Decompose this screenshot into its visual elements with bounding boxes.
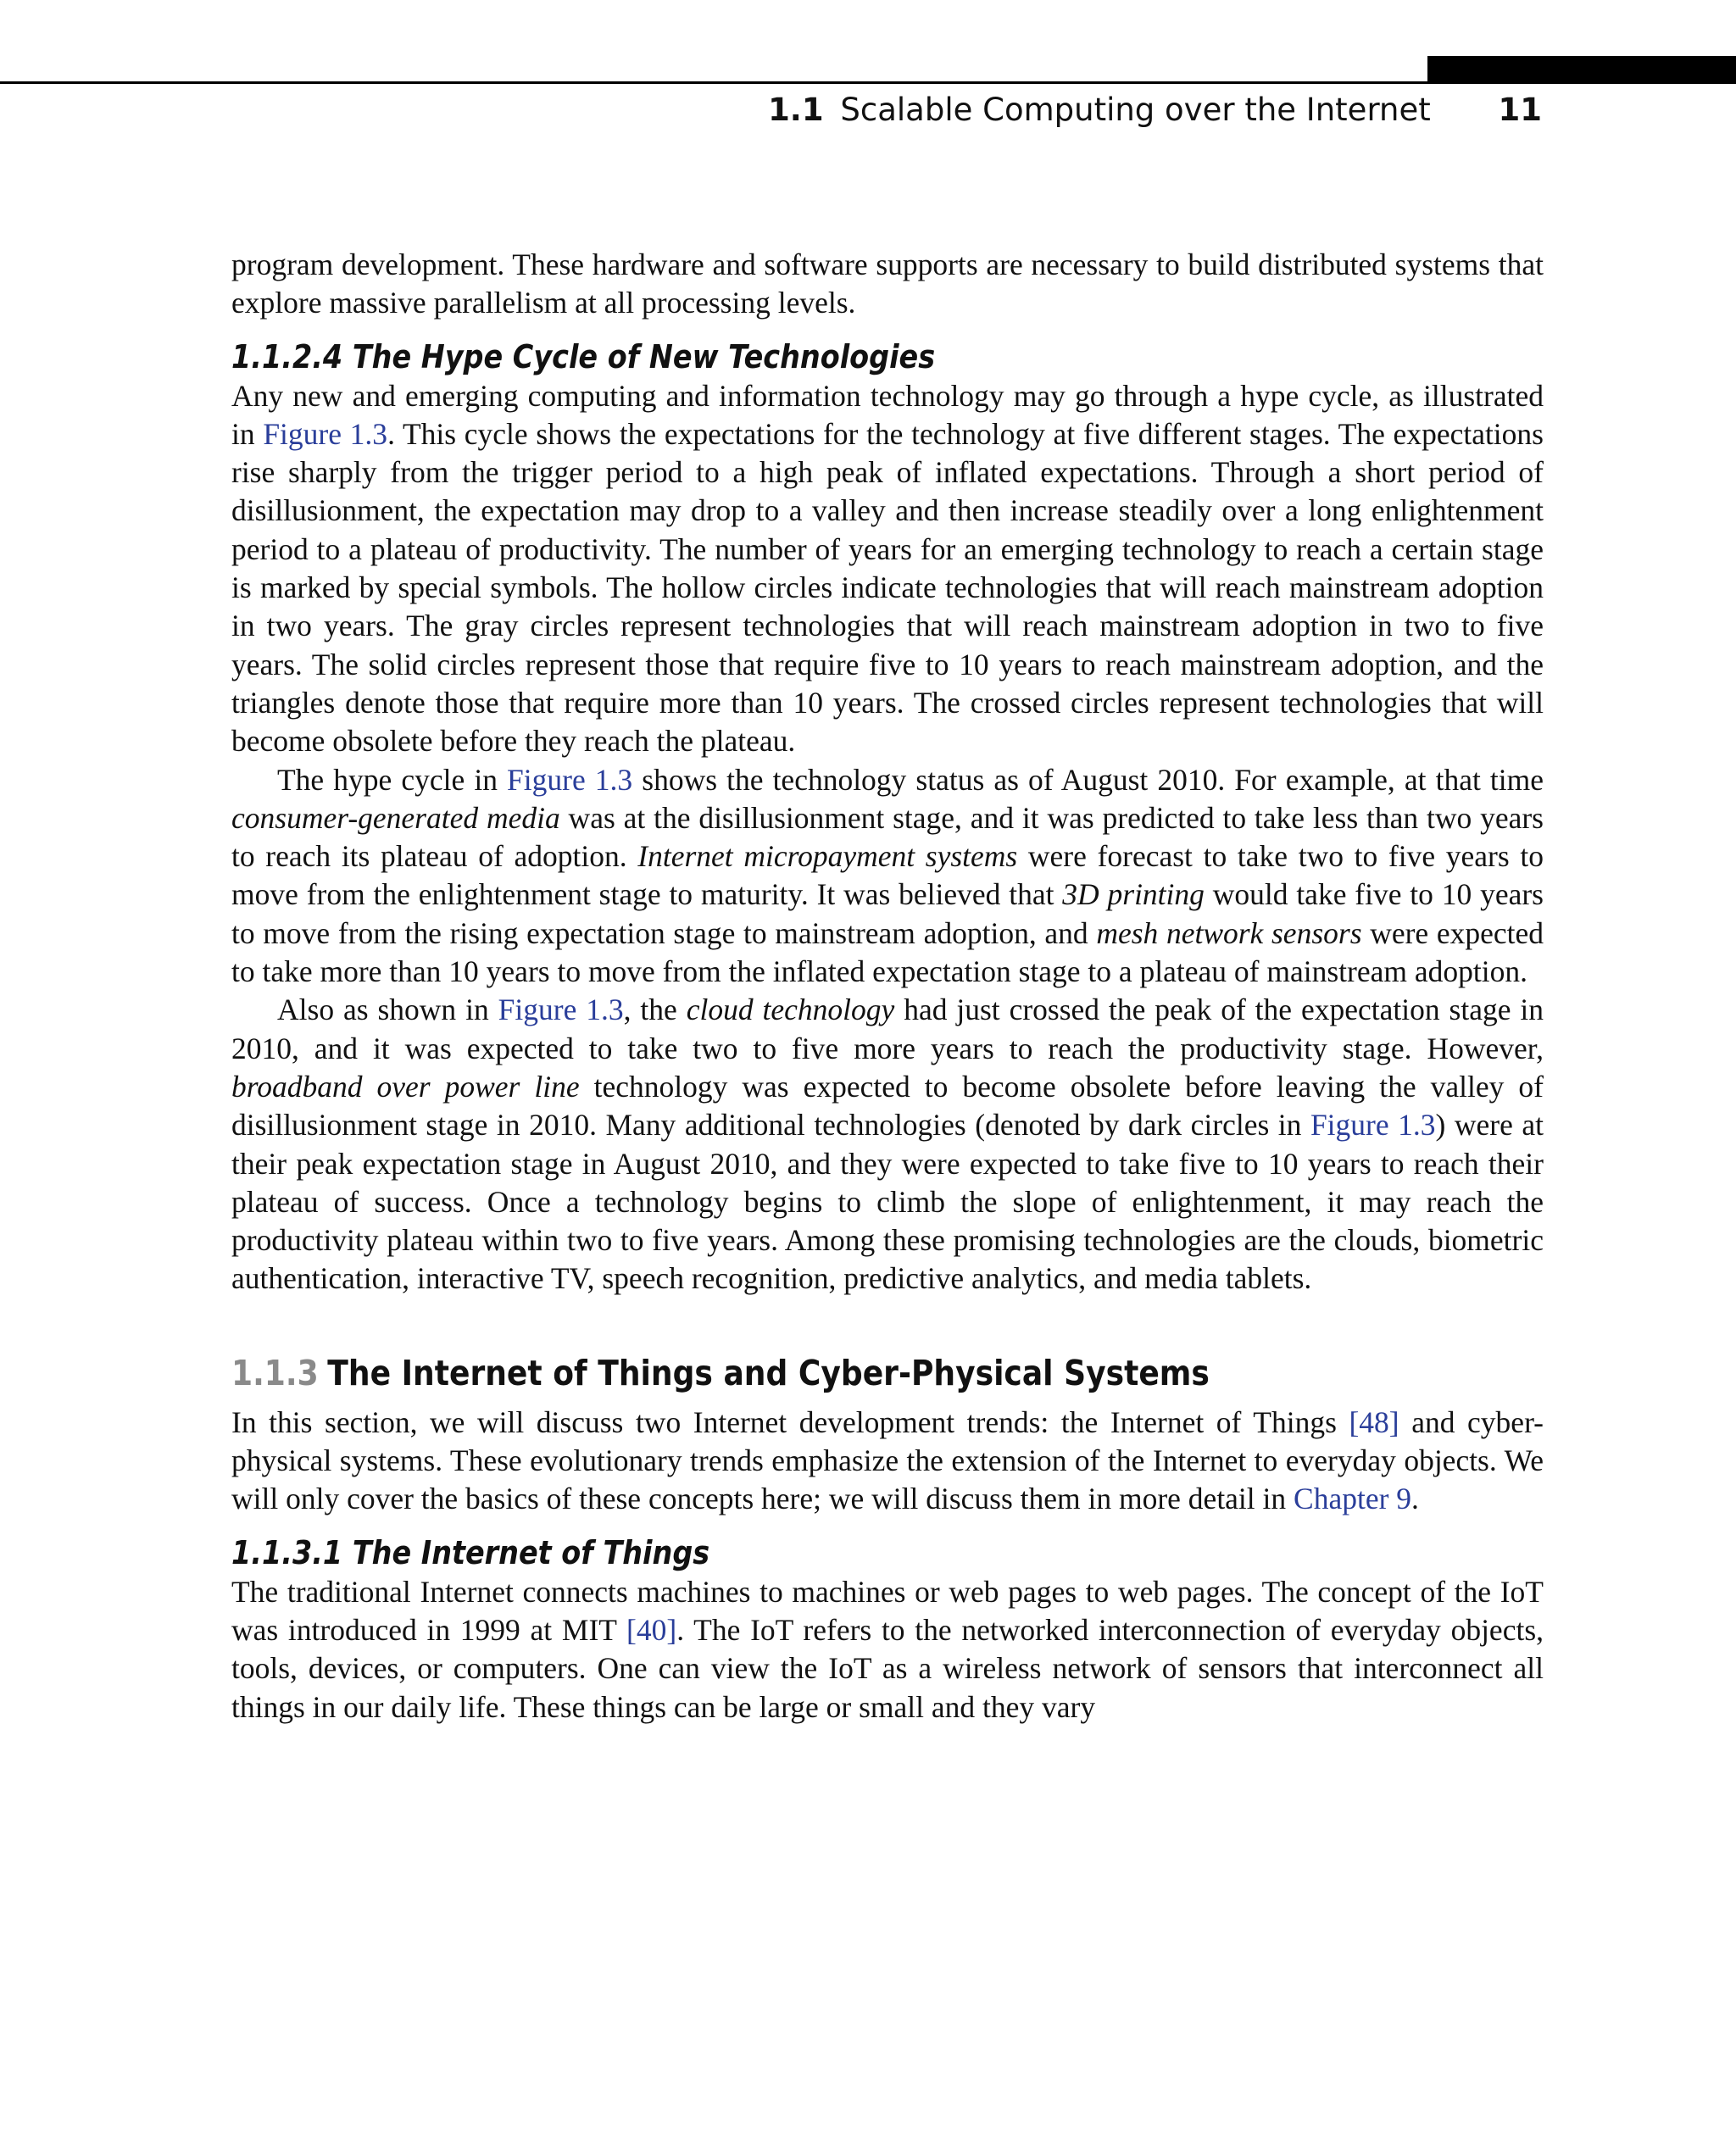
figure-link[interactable]: Figure 1.3 (263, 416, 388, 451)
intro-paragraph: program development. These hardware and software supports are necessary to build distributed systems that explore massive parallelism at all processing levels. (231, 247, 1544, 320)
figure-link[interactable]: Figure 1.3 (507, 762, 633, 797)
iot-section-paragraph: In this section, we will discuss two Internet development trends: the Internet of Things [48] and cyber-physical systems. These evolutionary trends emphasize the extension of the Internet to everyday objects. We will only cover the basics of these concepts here; we will discuss them in more detail in Chapter 9. (231, 1404, 1544, 1516)
figure-link[interactable]: Figure 1.3 (1310, 1108, 1436, 1143)
hype-cycle-paragraph-3: Also as shown in Figure 1.3, the cloud technology had just crossed the peak of the expectation stage in 2010, and it was expected to take two to five more years to reach the productivity stage. However, broadband over power line technology was expected to become obsolete before leaving the valley of disillusionment stage in 2010. Many additional technologies (denoted by dark circles in Figure 1.3) were at their peak expectation stage in August 2010, and they were expected to take five to 10 years to reach their plateau of success. Once a technology begins to climb the slope of enlightenment, it may reach the productivity plateau within two to five years. Among these promising technologies are the clouds, biometric authentication, interactive TV, speech recognition, predictive analytics, and media tablets. (231, 993, 1544, 1296)
page-number: 11 (1498, 92, 1542, 128)
reference-link[interactable]: [48] (1349, 1404, 1399, 1439)
running-head (768, 92, 1542, 128)
iot-subsection-paragraph: The traditional Internet connects machines to machines or web pages to web pages. The concept of the IoT was introduced in 1999 at MIT [40]. The IoT refers to the networked interconnection of everyday objects, tools, devices, or computers. One can view the IoT as a wireless network of sensors that interconnect all things in our daily life. These things can be large or small and they vary (231, 1574, 1544, 1724)
reference-link[interactable]: [40] (626, 1612, 677, 1647)
figure-link[interactable]: Figure 1.3 (498, 993, 624, 1027)
chapter-link[interactable]: Chapter 9 (1294, 1482, 1412, 1516)
hype-cycle-paragraph-2: The hype cycle in Figure 1.3 shows the technology status as of August 2010. For example, at that time consumer-generated media was at the disillusionment stage, and it was predicted to take less than two years to reach its plateau of adoption. Internet micropayment systems were forecast to take two to five years to move from the enlightenment stage to maturity. It was believed that 3D printing would take five to 10 years to move from the rising expectation stage to mainstream adoption, and mesh network sensors were expected to take more than 10 years to move from the inflated expectation stage to a plateau of mainstream adoption. (231, 762, 1544, 989)
running-head-section-title: Scalable Computing over the Internet (840, 92, 1431, 128)
iot-section-title: The Internet of Things and Cyber-Physical Systems (327, 1352, 1210, 1393)
iot-section-heading (231, 1351, 1386, 1395)
running-head-section-number: 1.1 (768, 92, 824, 128)
header-tab-block (1427, 56, 1736, 82)
iot-section-number: 1.1.3 (231, 1352, 319, 1393)
hype-cycle-paragraph-1: Any new and emerging computing and information technology may go through a hype cycle, as illustrated in Figure 1.3. This cycle shows the expectations for the technology at five different stages. The expectations rise sharply from the trigger period to a high peak of inflated expectations. Through a short period of disillusionment, the expectation may drop to a valley and then increase steadily over a long enlightenment period to a plateau of productivity. The number of years for an emerging technology to reach a certain stage is marked by special symbols. The hollow circles indicate technologies that will reach mainstream adoption in two years. The gray circles represent technologies that will reach mainstream adoption in two to five years. The solid circles represent those that require five to 10 years to reach mainstream adoption, and the triangles denote those that require more than 10 years. The crossed circles represent technologies that will become obsolete before they reach the plateau. (231, 378, 1544, 759)
page-body (231, 246, 1544, 1727)
hype-cycle-heading: 1.1.2.4 The Hype Cycle of New Technologies (231, 337, 936, 375)
iot-subsection-heading: 1.1.3.1 The Internet of Things (231, 1533, 710, 1571)
